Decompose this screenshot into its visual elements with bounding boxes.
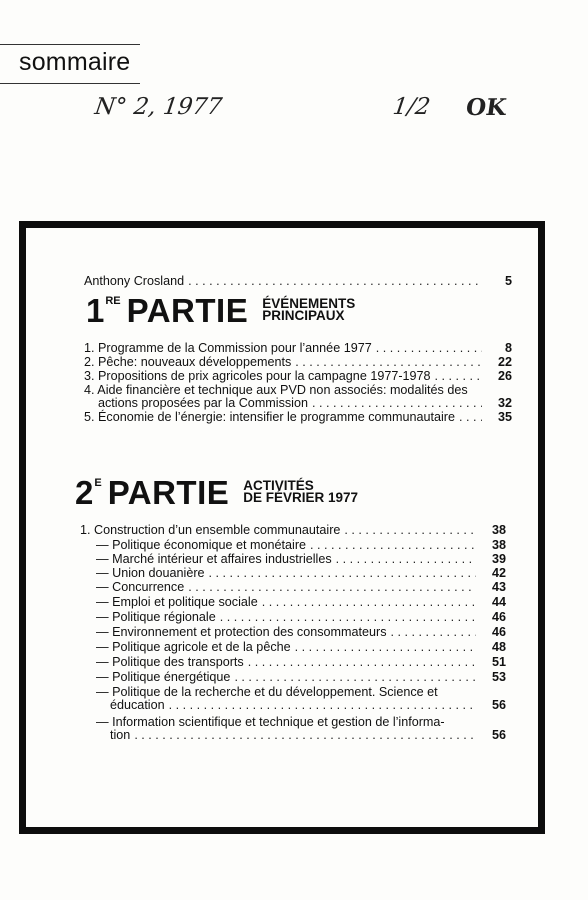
toc-entry-text[interactable]: — Politique de la recherche et du développement. Science et [96, 685, 438, 699]
dot-leader [188, 581, 476, 594]
dot-leader [134, 729, 476, 742]
part1-subtitle-line2: PRINCIPAUX [262, 308, 345, 323]
toc-entry-text: — Marché intérieur et affaires industrielles [96, 552, 332, 566]
toc-row[interactable] [96, 553, 506, 566]
toc-row[interactable] [96, 596, 506, 609]
dot-leader [344, 524, 476, 537]
toc-page-number: 38 [491, 538, 506, 552]
dot-leader [234, 671, 476, 684]
toc-page-number: 22 [497, 355, 512, 369]
part2-subtitle-line1: ACTIVITÉS [243, 478, 314, 493]
toc-page-number: 42 [491, 566, 506, 580]
toc-row[interactable] [96, 581, 506, 594]
toc-entry-text: 2. Pêche: nouveaux développements [84, 355, 292, 369]
toc-row[interactable] [84, 356, 512, 369]
toc-entry-text: — Politique économique et monétaire [96, 538, 307, 552]
toc-page-number: 35 [497, 410, 512, 424]
toc-entry-text: — Politique agricole et de la pêche [96, 640, 291, 654]
part2-number: 2 [75, 474, 94, 511]
dot-leader [459, 411, 482, 424]
toc-row[interactable] [110, 699, 506, 712]
toc-row[interactable] [96, 611, 506, 624]
dot-leader [209, 567, 476, 580]
toc-entry-text: 5. Économie de l’énergie: intensifier le programme communautaire [84, 410, 455, 424]
toc-entry-text: 1. Programme de la Commission pour l’année 1977 [84, 341, 372, 355]
toc-page-number: 56 [491, 728, 506, 742]
dot-leader [220, 611, 476, 624]
part1-heading [86, 294, 355, 328]
part1-suffix: RE [105, 295, 121, 307]
toc-row[interactable] [96, 567, 506, 580]
top-rule [0, 44, 140, 45]
toc-row[interactable] [96, 671, 506, 684]
toc-entry-text[interactable]: — Information scientifique et technique et gestion de l’informa- [96, 715, 445, 729]
toc-page-number: 53 [491, 670, 506, 684]
toc-entry-text: — Environnement et protection des consommateurs [96, 625, 387, 639]
toc-entry-text: — Politique des transports [96, 655, 244, 669]
page-title: sommaire [19, 48, 131, 76]
dot-leader [188, 275, 482, 288]
part2-heading [75, 476, 358, 510]
toc-page-number: 39 [491, 552, 506, 566]
part2-word: PARTIE [107, 474, 230, 511]
toc-entry-text[interactable]: 4. Aide financière et technique aux PVD non associés: modalités des [84, 383, 468, 397]
toc-entry-text: — Politique régionale [96, 610, 216, 624]
toc-entry-text: — Concurrence [96, 580, 185, 594]
dot-leader [312, 397, 482, 410]
toc-page-number: 44 [491, 595, 506, 609]
toc-entry-text: — Politique énergétique [96, 670, 231, 684]
dot-leader [310, 539, 476, 552]
part1-subtitle-line1: ÉVÉNEMENTS [262, 296, 356, 311]
toc-entry-text: — Union douanière [96, 566, 205, 580]
toc-page-number: 8 [504, 341, 512, 355]
toc-row[interactable] [80, 524, 506, 537]
toc-page-number: 51 [491, 655, 506, 669]
toc-page-number: 56 [491, 698, 506, 712]
toc-page-number: 46 [491, 610, 506, 624]
dot-leader [336, 553, 476, 566]
contents-frame [19, 221, 545, 834]
dot-leader [376, 342, 482, 355]
part1-subtitle [262, 298, 355, 322]
part2-subtitle [243, 480, 358, 504]
dot-leader [169, 699, 476, 712]
toc-entry-text: Anthony Crosland [84, 274, 185, 288]
toc-row[interactable] [84, 342, 512, 355]
handwritten-issue-note: N° 2, 1977 [93, 94, 224, 120]
toc-entry-text: tion [110, 728, 131, 742]
dot-leader [435, 370, 482, 383]
dot-leader [295, 641, 476, 654]
toc-row[interactable] [110, 729, 506, 742]
toc-page-number: 46 [491, 625, 506, 639]
dot-leader [295, 356, 482, 369]
toc-page-number: 48 [491, 640, 506, 654]
handwritten-ok-note: OK [464, 94, 508, 121]
handwritten-ref-note: 1/2 [391, 94, 432, 120]
toc-page-number: 38 [491, 523, 506, 537]
dot-leader [391, 626, 477, 639]
toc-row[interactable] [98, 397, 512, 410]
dot-leader [262, 596, 476, 609]
toc-page-number: 5 [504, 274, 512, 288]
toc-row[interactable] [96, 539, 506, 552]
part1-word: PARTIE [126, 292, 249, 329]
toc-entry-text: actions proposées par la Commission [98, 396, 308, 410]
toc-page-number: 43 [491, 580, 506, 594]
toc-entry-text: éducation [110, 698, 165, 712]
part1-number: 1 [86, 292, 105, 329]
part2-subtitle-line2: DE FÉVRIER 1977 [243, 490, 359, 505]
title-underline [0, 83, 140, 84]
toc-row[interactable] [84, 411, 512, 424]
toc-entry-text: 3. Propositions de prix agricoles pour la campagne 1977-1978 [84, 369, 431, 383]
toc-row[interactable] [96, 656, 506, 669]
toc-entry-text: 1. Construction d’un ensemble communautaire [80, 523, 341, 537]
part2-suffix: E [94, 477, 102, 489]
toc-page-number: 26 [497, 369, 512, 383]
toc-row-intro[interactable] [84, 275, 512, 288]
toc-entry-text: — Emploi et politique sociale [96, 595, 258, 609]
toc-row[interactable] [84, 370, 512, 383]
toc-row[interactable] [96, 626, 506, 639]
toc-page-number: 32 [497, 396, 512, 410]
toc-row[interactable] [96, 641, 506, 654]
dot-leader [248, 656, 476, 669]
